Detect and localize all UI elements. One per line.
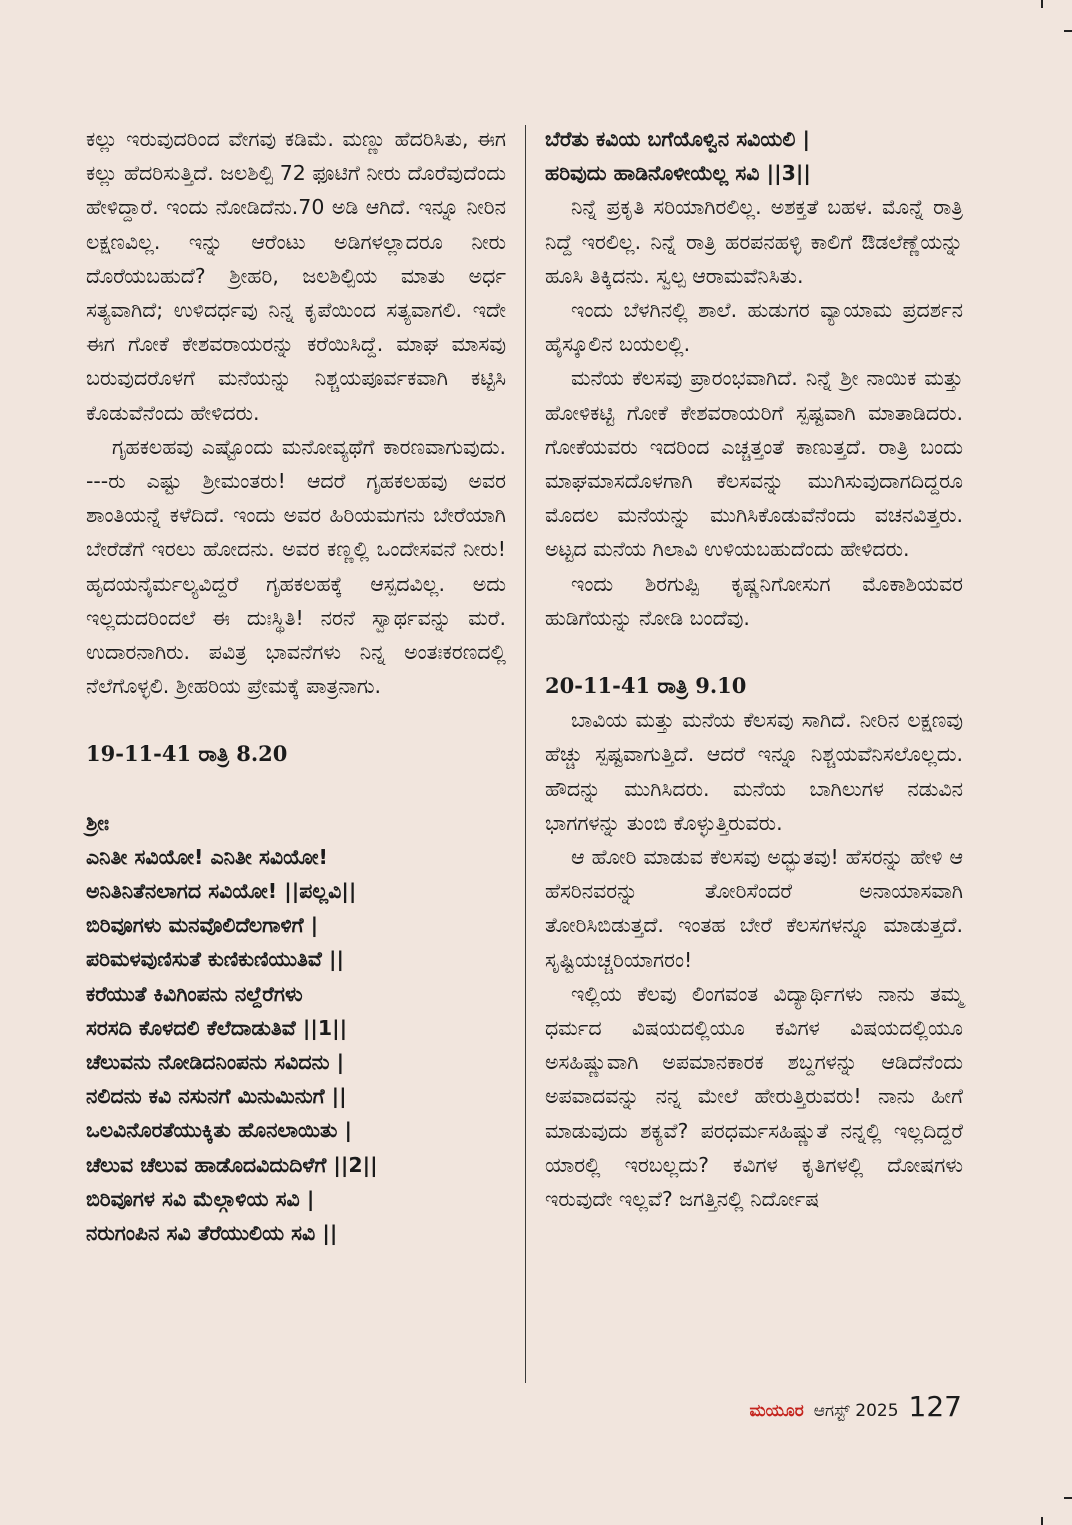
crop-mark-right-bottom [1064, 1497, 1072, 1499]
poem-line: ಅನಿತಿನಿತೆನಲಾಗದ ಸವಿಯೋ! ||ಪಲ್ಲವಿ|| [86, 879, 357, 904]
crop-mark-top [1041, 0, 1043, 8]
paragraph: ನಿನ್ನೆ ಪ್ರಕೃತಿ ಸರಿಯಾಗಿರಲಿಲ್ಲ. ಅಶಕ್ತತೆ ಬಹಳ. ಮೊನ್ನೆ ರಾತ್ರಿ ನಿದ್ದೆ ಇರಲಿಲ್ಲ. ನಿನ್ನೆ ರಾತ್ರಿ ಹರಪನಹಳ್ಳಿ ಕಾಲಿಗೆ ಔಡಲೆಣ್ಣೆಯನ್ನು ಹೂಸಿ ತಿಕ್ಕಿದನು. ಸ್ವಲ್ಪ ಆರಾಮವೆನಿಸಿತು. [545, 195, 963, 288]
paragraph: ಮನೆಯ ಕೆಲಸವು ಪ್ರಾರಂಭವಾಗಿದೆ. ನಿನ್ನೆ ಶ್ರೀ ನಾಯಿಕ ಮತ್ತು ಹೋಳಿಕಟ್ಟಿ ಗೋಕೆ ಕೇಶವರಾಯರಿಗೆ ಸ್ಪಷ್ಟವಾಗಿ ಮಾತಾಡಿದರು. ಗೋಕೆಯವರು ಇದರಿಂದ ಎಚ್ಚತ್ತಂತೆ ಕಾಣುತ್ತದೆ. ರಾತ್ರಿ ಬಂದು ಮಾಘಮಾಸದೊಳಗಾಗಿ ಕೆಲಸವನ್ನು ಮುಗಿಸುವುದಾಗದಿದ್ದರೂ ಮೊದಲ ಮನೆಯನ್ನು ಮುಗಿಸಿಕೊಡುವೆನೆಂದು ವಚನವಿತ್ತರು. ಅಟ್ಟದ ಮನೆಯ ಗಿಲಾವಿ ಉಳಿಯಬಹುದೆಂದು ಹೇಳಿದರು. [545, 366, 963, 562]
issue-date: ಆಗಸ್ಟ್ 2025 [813, 1401, 899, 1421]
poem-line: ಹರಿವುದು ಹಾಡಿನೊಳೀಯೆಲ್ಲ ಸವಿ ||3|| [545, 161, 811, 186]
poem-line: ನಲಿದನು ಕವಿ ನಸುನಗೆ ಮಿನುಮಿನುಗೆ || [86, 1084, 347, 1109]
poem-line: ಒಲವಿನೊರತೆಯುಕ್ಕಿತು ಹೊನಲಾಯಿತು | [86, 1118, 353, 1143]
poem [86, 840, 506, 1250]
paragraph: ಇಂದು ಶಿರಗುಪ್ಪಿ ಕೃಷ್ಣನಿಗೋಸುಗ ಮೊಕಾಶಿಯವರ ಹುಡಿಗೆಯನ್ನು ನೋಡಿ ಬಂದೆವು. [545, 571, 963, 630]
paragraph: ಇಂದು ಬೆಳಗಿನಲ್ಲಿ ಶಾಲೆ. ಹುಡುಗರ ವ್ಯಾಯಾಮ ಪ್ರದರ್ಶನ ಹೈಸ್ಕೂಲಿನ ಬಯಲಲ್ಲಿ. [545, 298, 963, 357]
crop-mark-right-top [1064, 30, 1072, 32]
poem-line: ಎನಿತೀ ಸವಿಯೋ! ಎನಿತೀ ಸವಿಯೋ! [86, 844, 328, 869]
magazine-logo: ಮಯೂರ [749, 1401, 804, 1421]
page-footer [749, 1390, 962, 1423]
paragraph: ಆ ಹೋರಿ ಮಾಡುವ ಕೆಲಸವು ಅದ್ಭುತವು! ಹೆಸರನ್ನು ಹೇಳಿ ಆ ಹೆಸರಿನವರನ್ನು ತೋರಿಸೆಂದರೆ ಅನಾಯಾಸವಾಗಿ ತೋರಿಸಿಬಿಡುತ್ತದೆ. ಇಂತಹ ಬೇರೆ ಕೆಲಸಗಳನ್ನೂ ಮಾಡುತ್ತದೆ. ಸೃಷ್ಟಿಯಚ್ಚರಿಯಾಗರಂ! [545, 845, 963, 972]
poem-line: ನರುಗಂಪಿನ ಸವಿ ತೆರೆಯುಲಿಯ ಸವಿ || [86, 1221, 338, 1246]
paragraph: ಇಲ್ಲಿಯ ಕೆಲವು ಲಿಂಗವಂತ ವಿದ್ಯಾರ್ಥಿಗಳು ನಾನು ತಮ್ಮ ಧರ್ಮದ ವಿಷಯದಲ್ಲಿಯೂ ಕವಿಗಳ ವಿಷಯದಲ್ಲಿಯೂ ಅಸಹಿಷ್ಣುವಾಗಿ ಅಪಮಾನಕಾರಕ ಶಬ್ದಗಳನ್ನು ಆಡಿದೆನೆಂದು ಅಪವಾದವನ್ನು ನನ್ನ ಮೇಲೆ ಹೇರುತ್ತಿರುವರು! ನಾನು ಹೀಗೆ ಮಾಡುವುದು ಶಕ್ಯವೆ? ಪರಧರ್ಮಸಹಿಷ್ಣುತೆ ನನ್ನಲ್ಲಿ ಇಲ್ಲದಿದ್ದರೆ ಯಾರಲ್ಲಿ ಇರಬಲ್ಲದು? ಕವಿಗಳ ಕೃತಿಗಳಲ್ಲಿ ದೋಷಗಳು ಇರುವುದೇ ಇಲ್ಲವೆ? ಜಗತ್ತಿನಲ್ಲಿ ನಿರ್ದೋಷ [545, 981, 963, 1212]
poem-line: ಸರಸದಿ ಕೊಳದಲಿ ಕೆಲೆದಾಡುತಿವೆ ||1|| [86, 1015, 348, 1040]
paragraph: ಗೃಹಕಲಹವು ಎಷ್ಟೊಂದು ಮನೋವ್ಯಥೆಗೆ ಕಾರಣವಾಗುವುದು. ---ರು ಎಷ್ಟು ಶ್ರೀಮಂತರು! ಆದರೆ ಗೃಹಕಲಹವು ಅವರ ಶಾಂತಿಯನ್ನೆ ಕಳೆದಿದೆ. ಇಂದು ಅವರ ಹಿರಿಯಮಗನು ಬೇರೆಯಾಗಿ ಬೇರೆಡೆಗೆ ಇರಲು ಹೋದನು. ಅವರ ಕಣ್ಣಲ್ಲಿ ಒಂದೇಸವನೆ ನೀರು! ಹೃದಯನೈರ್ಮಲ್ಯವಿದ್ದರೆ ಗೃಹಕಲಹಕ್ಕೆ ಆಸ್ಪದವಿಲ್ಲ. ಅದು ಇಲ್ಲದುದರಿಂದಲೆ ಈ ದುಃಸ್ಥಿತಿ! ನರನೆ ಸ್ವಾರ್ಥವನ್ನು ಮರೆ. ಉದಾರನಾಗಿರು. ಪವಿತ್ರ ಭಾವನೆಗಳು ನಿನ್ನ ಅಂತಃಕರಣದಲ್ಲಿ ನೆಲೆಗೊಳ್ಳಲಿ. ಶ್ರೀಹರಿಯ ಪ್ರೇಮಕ್ಕೆ ಪಾತ್ರನಾಗು. [86, 434, 506, 699]
poem-line: ಬೆರೆತು ಕವಿಯ ಬಗೆಯೊಳ್ವಿನ ಸವಿಯಲಿ | [545, 127, 810, 151]
poem-line: ಬಿರಿವೂಗಳ ಸವಿ ಮೆಲ್ಗಾಳಿಯ ಸವಿ | [86, 1186, 315, 1211]
poem-line: ಕರೆಯುತೆ ಕಿವಿಗಿಂಪನು ನಲ್ದೆರೆಗಳು [86, 981, 303, 1006]
poem-line: ಚೆಲುವನು ನೋಡಿದನಿಂಪನು ಸವಿದನು | [86, 1050, 345, 1075]
poem-line: ಪರಿಮಳವುಣಿಸುತೆ ಕುಣಿಕುಣಿಯುತಿವೆ || [86, 947, 344, 972]
paragraph: ಕಲ್ಲು ಇರುವುದರಿಂದ ವೇಗವು ಕಡಿಮೆ. ಮಣ್ಣು ಹೆದರಿಸಿತು, ಈಗ ಕಲ್ಲು ಹೆದರಿಸುತ್ತಿದೆ. ಜಲಶಿಲ್ಪಿ 72 ಫೂಟಿಗೆ ನೀರು ದೊರೆವುದೆಂದು ಹೇಳಿದ್ದಾರೆ. ಇಂದು ನೋಡಿದೆನು.70 ಅಡಿ ಆಗಿದೆ. ಇನ್ನೂ ನೀರಿನ ಲಕ್ಷಣವಿಲ್ಲ. ಇನ್ನು ಆರೆಂಟು ಅಡಿಗಳಲ್ಲಾದರೂ ನೀರು ದೊರೆಯಬಹುದೆ? ಶ್ರೀಹರಿ, ಜಲಶಿಲ್ಪಿಯ ಮಾತು ಅರ್ಧ ಸತ್ಯವಾಗಿದೆ; ಉಳಿದರ್ಧವು ನಿನ್ನ ಕೃಪೆಯಿಂದ ಸತ್ಯವಾಗಲಿ. ಇದೇ ಈಗ ಗೋಕೆ ಕೇಶವರಾಯರನ್ನು ಕರೆಯಿಸಿದ್ದೆ. ಮಾಘ ಮಾಸವು ಬರುವುದರೊಳಗೆ ಮನೆಯನ್ನು ನಿಶ್ಚಯಪೂರ್ವಕವಾಗಿ ಕಟ್ಟಿಸಿ ಕೊಡುವೆನೆಂದು ಹೇಳಿದರು. [86, 127, 506, 425]
diary-date-heading: 20-11-41 ರಾತ್ರಿ 9.10 [545, 673, 747, 699]
page-number: 127 [908, 1390, 962, 1423]
poem-line: ಚೆಲುವ ಚೆಲುವ ಹಾಡೊದವಿದುದಿಳೆಗೆ ||2|| [86, 1152, 378, 1177]
left-column [86, 122, 506, 1250]
right-column [545, 122, 963, 1216]
column-divider [525, 125, 526, 1383]
poem-line: ಬಿರಿವೂಗಳು ಮನವೊಲಿದೆಲಗಾಳಿಗೆ | [86, 913, 319, 938]
crop-mark-bottom [1041, 1517, 1043, 1525]
paragraph: ಬಾವಿಯ ಮತ್ತು ಮನೆಯ ಕೆಲಸವು ಸಾಗಿದೆ. ನೀರಿನ ಲಕ್ಷಣವು ಹೆಚ್ಚು ಸ್ಪಷ್ಟವಾಗುತ್ತಿದೆ. ಆದರೆ ಇನ್ನೂ ನಿಶ್ಚಯವೆನಿಸಲೊಲ್ಲದು. ಹೌದನ್ನು ಮುಗಿಸಿದರು. ಮನೆಯ ಬಾಗಿಲುಗಳ ನಡುವಿನ ಭಾಗಗಳನ್ನು ತುಂಬಿ ಕೊಳ್ಳುತ್ತಿರುವರು. [545, 708, 963, 835]
invocation: ಶ್ರೀಃ [86, 810, 110, 835]
diary-date-heading: 19-11-41 ರಾತ್ರಿ 8.20 [86, 741, 288, 767]
